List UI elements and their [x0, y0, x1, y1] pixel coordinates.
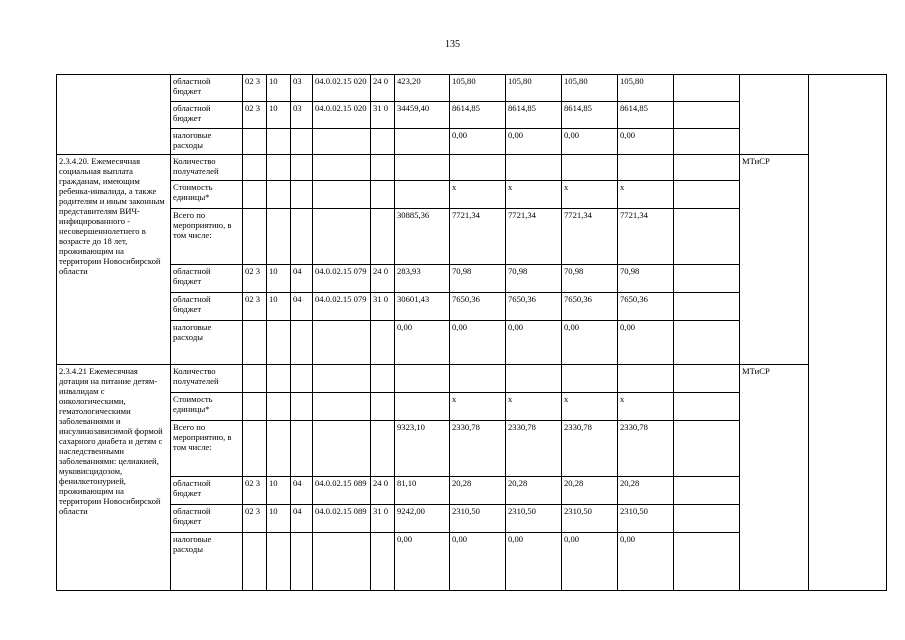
total-amount-cell: 423,20	[395, 75, 450, 102]
section-code-cell	[267, 321, 291, 365]
target-article-cell: 04.0.02.15 079	[313, 265, 371, 293]
section-code-cell: 10	[267, 293, 291, 321]
grbs-code-cell	[243, 365, 267, 393]
year-2-amount-cell: х	[506, 181, 562, 209]
subsection-code-cell: 03	[291, 102, 313, 129]
empty-column-cell	[674, 365, 740, 393]
year-3-amount-cell: 0,00	[562, 129, 618, 155]
year-4-amount-cell: 8614,85	[618, 102, 674, 129]
executor-cell	[740, 75, 809, 155]
total-amount-cell	[395, 365, 450, 393]
expense-type-cell	[371, 393, 395, 421]
expense-type-cell: 24 0	[371, 477, 395, 505]
funding-source-cell: областной бюджет	[171, 293, 243, 321]
year-2-amount-cell: 0,00	[506, 321, 562, 365]
funding-source-cell: областной бюджет	[171, 75, 243, 102]
subsection-code-cell: 04	[291, 505, 313, 533]
subsection-code-cell	[291, 181, 313, 209]
year-2-amount-cell	[506, 365, 562, 393]
target-article-cell	[313, 129, 371, 155]
year-1-amount-cell: 0,00	[450, 533, 506, 591]
year-2-amount-cell: 0,00	[506, 129, 562, 155]
funding-source-cell: областной бюджет	[171, 265, 243, 293]
empty-column-cell	[674, 293, 740, 321]
year-1-amount-cell	[450, 365, 506, 393]
target-article-cell: 04.0.02.15 020	[313, 75, 371, 102]
empty-column-cell	[674, 393, 740, 421]
year-4-amount-cell: 0,00	[618, 533, 674, 591]
year-3-amount-cell: 70,98	[562, 265, 618, 293]
year-4-amount-cell: х	[618, 393, 674, 421]
section-code-cell: 10	[267, 265, 291, 293]
empty-column-cell	[674, 209, 740, 265]
section-code-cell: 10	[267, 477, 291, 505]
year-1-amount-cell: 0,00	[450, 129, 506, 155]
funding-source-cell: Всего по мероприятию, в том числе:	[171, 421, 243, 477]
expense-type-cell	[371, 181, 395, 209]
target-article-cell: 04.0.02.15 020	[313, 102, 371, 129]
year-1-amount-cell: 2310,50	[450, 505, 506, 533]
expense-type-cell	[371, 533, 395, 591]
target-article-cell	[313, 421, 371, 477]
grbs-code-cell	[243, 129, 267, 155]
section-code-cell: 10	[267, 505, 291, 533]
year-2-amount-cell: 105,80	[506, 75, 562, 102]
target-article-cell: 04.0.02.15 089	[313, 477, 371, 505]
total-amount-cell: 0,00	[395, 533, 450, 591]
section-code-cell	[267, 533, 291, 591]
year-4-amount-cell: 2330,78	[618, 421, 674, 477]
expense-type-cell: 24 0	[371, 265, 395, 293]
table-row	[57, 365, 887, 393]
grbs-code-cell: 02 3	[243, 293, 267, 321]
grbs-code-cell: 02 3	[243, 75, 267, 102]
subsection-code-cell	[291, 365, 313, 393]
subsection-code-cell	[291, 421, 313, 477]
year-3-amount-cell: 0,00	[562, 321, 618, 365]
notes-cell	[809, 75, 887, 591]
funding-source-cell: областной бюджет	[171, 477, 243, 505]
expense-type-cell: 31 0	[371, 293, 395, 321]
empty-column-cell	[674, 181, 740, 209]
total-amount-cell: 30601,43	[395, 293, 450, 321]
total-amount-cell	[395, 155, 450, 181]
expense-type-cell	[371, 209, 395, 265]
year-1-amount-cell: 7721,34	[450, 209, 506, 265]
measures-table	[56, 74, 887, 591]
subsection-code-cell: 04	[291, 293, 313, 321]
funding-source-cell: Всего по мероприятию, в том числе:	[171, 209, 243, 265]
funding-source-cell: областной бюджет	[171, 102, 243, 129]
funding-source-cell: Количество получателей	[171, 155, 243, 181]
expense-type-cell	[371, 365, 395, 393]
target-article-cell	[313, 533, 371, 591]
total-amount-cell: 81,10	[395, 477, 450, 505]
year-4-amount-cell: 105,80	[618, 75, 674, 102]
measure-description-cell: 2.3.4.21 Ежемесячная дотация на питание детям-инвалидам с онкологическими, гематологическими заболеваниями и инсулинозависимой формой сахарного диабета и детям с наследственными заболеваниями: целиакией, муковисцидозом, фенилкетонурией, проживающим на территории Новосибирской области	[57, 365, 171, 591]
grbs-code-cell	[243, 321, 267, 365]
year-1-amount-cell: 7650,36	[450, 293, 506, 321]
total-amount-cell: 9323,10	[395, 421, 450, 477]
page-number: 135	[445, 39, 460, 50]
year-3-amount-cell	[562, 155, 618, 181]
year-3-amount-cell: х	[562, 393, 618, 421]
total-amount-cell	[395, 129, 450, 155]
expense-type-cell	[371, 155, 395, 181]
year-1-amount-cell: 20,28	[450, 477, 506, 505]
subsection-code-cell	[291, 129, 313, 155]
empty-column-cell	[674, 75, 740, 102]
grbs-code-cell: 02 3	[243, 265, 267, 293]
year-3-amount-cell: 105,80	[562, 75, 618, 102]
expense-type-cell	[371, 421, 395, 477]
section-code-cell	[267, 393, 291, 421]
year-3-amount-cell: 2310,50	[562, 505, 618, 533]
funding-source-cell: Стоимость единицы*	[171, 393, 243, 421]
section-code-cell	[267, 365, 291, 393]
year-2-amount-cell: 20,28	[506, 477, 562, 505]
subsection-code-cell	[291, 155, 313, 181]
year-4-amount-cell: 70,98	[618, 265, 674, 293]
section-code-cell	[267, 209, 291, 265]
year-4-amount-cell: 0,00	[618, 129, 674, 155]
subsection-code-cell	[291, 321, 313, 365]
subsection-code-cell: 04	[291, 265, 313, 293]
year-1-amount-cell: 8614,85	[450, 102, 506, 129]
empty-column-cell	[674, 265, 740, 293]
grbs-code-cell	[243, 421, 267, 477]
year-3-amount-cell: 0,00	[562, 533, 618, 591]
empty-column-cell	[674, 421, 740, 477]
total-amount-cell	[395, 393, 450, 421]
total-amount-cell: 30885,36	[395, 209, 450, 265]
year-3-amount-cell: 7650,36	[562, 293, 618, 321]
year-2-amount-cell: 7650,36	[506, 293, 562, 321]
empty-column-cell	[674, 477, 740, 505]
year-3-amount-cell: х	[562, 181, 618, 209]
expense-type-cell: 31 0	[371, 505, 395, 533]
total-amount-cell: 34459,40	[395, 102, 450, 129]
target-article-cell	[313, 181, 371, 209]
target-article-cell	[313, 321, 371, 365]
year-4-amount-cell: х	[618, 181, 674, 209]
year-1-amount-cell	[450, 155, 506, 181]
funding-source-cell: Количество получателей	[171, 365, 243, 393]
subsection-code-cell	[291, 393, 313, 421]
section-code-cell: 10	[267, 102, 291, 129]
subsection-code-cell: 03	[291, 75, 313, 102]
section-code-cell: 10	[267, 75, 291, 102]
executor-cell: МТиСР	[740, 155, 809, 365]
empty-column-cell	[674, 129, 740, 155]
year-3-amount-cell: 8614,85	[562, 102, 618, 129]
expense-type-cell: 31 0	[371, 102, 395, 129]
year-4-amount-cell: 7650,36	[618, 293, 674, 321]
grbs-code-cell: 02 3	[243, 505, 267, 533]
grbs-code-cell	[243, 533, 267, 591]
year-2-amount-cell: 7721,34	[506, 209, 562, 265]
grbs-code-cell: 02 3	[243, 477, 267, 505]
empty-column-cell	[674, 533, 740, 591]
year-4-amount-cell: 7721,34	[618, 209, 674, 265]
year-2-amount-cell: 70,98	[506, 265, 562, 293]
grbs-code-cell	[243, 155, 267, 181]
funding-source-cell: налоговые расходы	[171, 321, 243, 365]
empty-column-cell	[674, 321, 740, 365]
year-1-amount-cell: 0,00	[450, 321, 506, 365]
year-2-amount-cell	[506, 155, 562, 181]
section-code-cell	[267, 181, 291, 209]
expense-type-cell: 24 0	[371, 75, 395, 102]
year-2-amount-cell: 2330,78	[506, 421, 562, 477]
year-1-amount-cell: х	[450, 393, 506, 421]
subsection-code-cell: 04	[291, 477, 313, 505]
target-article-cell	[313, 209, 371, 265]
grbs-code-cell: 02 3	[243, 102, 267, 129]
grbs-code-cell	[243, 209, 267, 265]
empty-column-cell	[674, 155, 740, 181]
measure-name-cell	[57, 75, 171, 155]
year-1-amount-cell: 2330,78	[450, 421, 506, 477]
year-3-amount-cell: 7721,34	[562, 209, 618, 265]
year-2-amount-cell: х	[506, 393, 562, 421]
year-4-amount-cell: 0,00	[618, 321, 674, 365]
year-4-amount-cell	[618, 155, 674, 181]
year-4-amount-cell	[618, 365, 674, 393]
total-amount-cell	[395, 181, 450, 209]
executor-cell: МТиСР	[740, 365, 809, 591]
expense-type-cell	[371, 321, 395, 365]
year-2-amount-cell: 2310,50	[506, 505, 562, 533]
subsection-code-cell	[291, 533, 313, 591]
year-1-amount-cell: 105,80	[450, 75, 506, 102]
grbs-code-cell	[243, 393, 267, 421]
funding-source-cell: Стоимость единицы*	[171, 181, 243, 209]
year-2-amount-cell: 8614,85	[506, 102, 562, 129]
year-3-amount-cell: 20,28	[562, 477, 618, 505]
section-code-cell	[267, 155, 291, 181]
year-3-amount-cell: 2330,78	[562, 421, 618, 477]
section-code-cell	[267, 129, 291, 155]
section-code-cell	[267, 421, 291, 477]
table-body	[57, 75, 887, 591]
total-amount-cell: 9242,00	[395, 505, 450, 533]
target-article-cell	[313, 155, 371, 181]
funding-source-cell: областной бюджет	[171, 505, 243, 533]
funding-source-cell: налоговые расходы	[171, 129, 243, 155]
funding-source-cell: налоговые расходы	[171, 533, 243, 591]
target-article-cell	[313, 393, 371, 421]
measure-description-cell: 2.3.4.20. Ежемесячная социальная выплата гражданам, имеющим ребенка-инвалида, а также родителям и иным законным представителям ВИЧ-инфицированного - несовершеннолетнего в возрасте до 18 лет, проживающим на территории Новосибирской области	[57, 155, 171, 365]
total-amount-cell: 0,00	[395, 321, 450, 365]
year-4-amount-cell: 20,28	[618, 477, 674, 505]
year-1-amount-cell: 70,98	[450, 265, 506, 293]
grbs-code-cell	[243, 181, 267, 209]
target-article-cell	[313, 365, 371, 393]
table-row	[57, 155, 887, 181]
target-article-cell: 04.0.02.15 079	[313, 293, 371, 321]
year-3-amount-cell	[562, 365, 618, 393]
subsection-code-cell	[291, 209, 313, 265]
target-article-cell: 04.0.02.15 089	[313, 505, 371, 533]
table-row	[57, 75, 887, 102]
empty-column-cell	[674, 102, 740, 129]
expense-type-cell	[371, 129, 395, 155]
year-2-amount-cell: 0,00	[506, 533, 562, 591]
year-1-amount-cell: х	[450, 181, 506, 209]
year-4-amount-cell: 2310,50	[618, 505, 674, 533]
total-amount-cell: 283,93	[395, 265, 450, 293]
empty-column-cell	[674, 505, 740, 533]
